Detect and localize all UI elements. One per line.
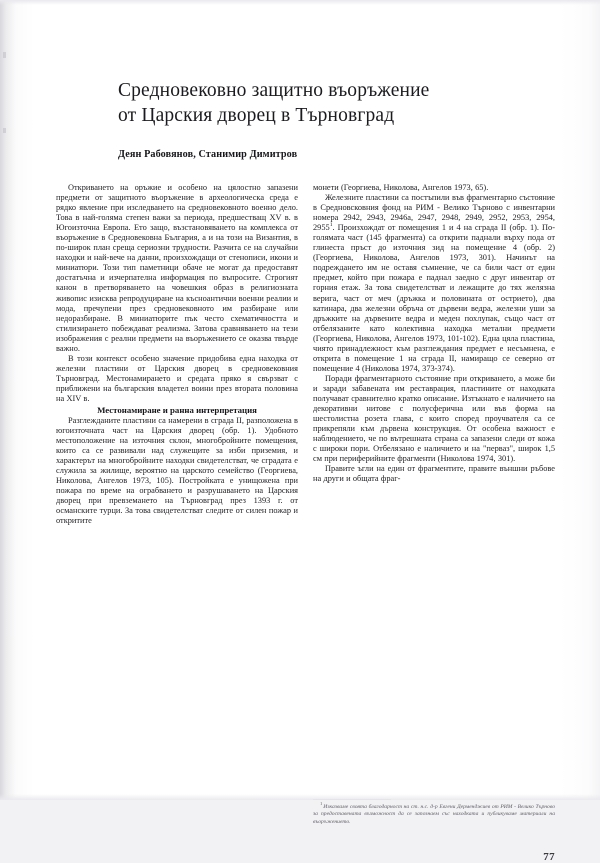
title-line-1: Средновековно защитно въоръжение [118, 80, 430, 101]
page-title [118, 78, 538, 128]
paragraph: В този контекст особено значение придобива една находка от железни пластини от Царския дворец в средновековния Търновград. Местонамирането и средата пряко я свързват с приближени на българския владетел воини през втората половина на XIV в. [56, 353, 298, 403]
scan-artifact [3, 52, 6, 58]
scan-artifact [3, 128, 6, 133]
section-subheading: Местонамиране и ранна интерпретация [97, 405, 257, 416]
footnote-number: 1 [320, 801, 323, 807]
page-number: 77 [543, 851, 555, 863]
paragraph-with-footnote-ref: Железните пластини са постъпили във фрагментарно състояние в Средновсковния фонд на РИМ - Велико Търново с инвентарни номера 2942, 2943, 2946а, 2947, 2948, 2949, 2952, 2953, 2954, 2955$^1$. Произхождат от помещения 1 и 4 на сграда II (обр. 1). По-голямата част (145 фрагмента) са открити паднали върху пода от глинеста пръст до източния зид на помещение 4 (обр. 2) (Георгиева, Николова, Ангелов 1973, 301). Начинът на подреждането им не оставя съмнение, че са били част от един предмет, който при пожара е паднал заедно с друг инвентар от горния етаж. За това свидетелстват и лежащите до тях желязна верига, част от меч (дръжка и половината от острието), два катинара, два железни обръча от дървени ведра, железни уши за дръжките на дървените ведра и меден похлупак, също част от отбелязаните като колективна находка метални предмети (Георгиева, Николова, Ангелов 1973, 101-102). Една цяла пластина, чиято принадлежност към разглеждания предмет е несъмнена, е открита в помещение 1 на сграда II, намиращо се северно от помещение 4 (Николова 1974, 373-374). [313, 193, 555, 373]
paragraph-text-cont: Произхождат от помещения 1 и 4 на сграда II (обр. 1). По-голямата част (145 фрагмента) са открити паднали върху пода от глинеста пръст до източния зид на помещение 4 (обр. 2) (Георгиева, Николова, Ангелов 1973, 301). Начинът на подреждането им не оставя съмнение, че са били част от един предмет, който при пожара е паднал заедно с друг инвентар от горния етаж. За това свидетелстват и лежащите до тях желязна верига, част от меч (дръжка и половината от острието), два катинара, два железни обръча от дървени ведра, железни уши за дръжките на дървените ведра и меден похлупак, също част от отбелязаните като колективна находка метални предмети (Георгиева, Николова, Ангелов 1973, 101-102). Една цяла пластина, чиято принадлежност към разглеждания предмет е несъмнена, е открита в помещение 1 на сграда II, намиращо се северно от помещение 4 (Николова 1974, 373-374). [313, 223, 555, 373]
page-content [56, 78, 556, 863]
authors-line: Деян Рабовянов, Станимир Димитров [118, 149, 298, 160]
paragraph-text: Железните пластини са постъпили във фрагментарно състояние в Средновсковния фонд на РИМ - Велико Търново с инвентарни номера 2942, 2943, 2946а, 2947, 2948, 2949, 2952, 2953, 2954, 2955 [313, 193, 555, 233]
left-column [56, 183, 298, 526]
footnote-text: Изказваме своята благодарност на ст. н.с. д-р Евгени Дерменджиев от РИМ - Велико Търново за предоставената възможност да се запознаем със находката и публикуваме материали на въоръжението. [313, 804, 555, 825]
title-line-2: от Царския дворец в Търновград [118, 105, 395, 126]
footnote [313, 801, 555, 826]
footnote-area [313, 799, 555, 826]
paragraph: Правите ъгли на един от фрагментите, правите външни ръбове на други и общата фраг- [313, 464, 555, 484]
paragraph: монети (Георгиева, Николова, Ангелов 1973, 65). [313, 183, 489, 192]
two-column-body [56, 183, 556, 863]
paragraph: Разглежданите пластини са намерени в сграда II, разположена в югоизточната част на Царския дворец (обр. 1). Удобното местоположение на източния склон, многобройните помещения, които са се развивали над служещите за изби приземия, и характерът на многобройните находки свидетелстват, че сградата е служила за жилище, вероятно на царското семейство (Георгиева, Николова, Ангелов 1973, 105). Постройката е унищожена при пожара по време на ограбването и разрушаването на Царския дворец при превземането на Търновград през 1393 г. от османските турци. За това свидетелстват следите от силен пожар и откритите [56, 415, 298, 526]
right-column [313, 183, 555, 863]
paragraph: Поради фрагментарното състояние при откриването, а може би и заради забавената им реставрация, пластините от находката получават сравнително кратко описание. Изтъкнато е наличието на декоративни нитове с полусферична или във форма на шестолистна розета глава, с които според проучвателя са се прикрепяли към дървена конструкция. От особена важност е наблюдението, че по вътрешната страна са запазени следи от кожа с широки пори. Отбелязано е наличието и на "перваз", широк 1,5 см при периферийните фрагменти (Николова 1974, 301). [313, 373, 555, 464]
paragraph: Откриването на оръжие и особено на цялостно запазени предмети от защитното въоръжение в археологическа среда е рядко явление при изследването на средновековното военно дело. Това в най-голяма степен важи за периода, предшестващ XV в. в Югоизточна Европа. Ето защо, възстановяването на комплекса от въоръжение в Средновековна България, а и на този на Византия, в по-широк план среща сериозни трудности. Разчита се на случайни находки и най-вече на данни, произхождащи от стенописи, икони и миниатюри. Този тип паметници обаче не могат да предоставят достатъчна и изчерпателна информация по въпросите. Строгият канон в претворяването на човешкия образ в религиозната живопис изисква репродуциране на късноантични военни реалии и мода, пречупени през средновековното им разбиране или недоразбиране. В миниатюрите пък често схематичността и стилизирането побеждават реализма. Затова сравняването на тези изображения с реални предмети на въоръжението се оказва твърде важно. [56, 183, 298, 353]
footnote-reference[interactable]: 1 [329, 222, 333, 229]
title-block [118, 78, 538, 128]
